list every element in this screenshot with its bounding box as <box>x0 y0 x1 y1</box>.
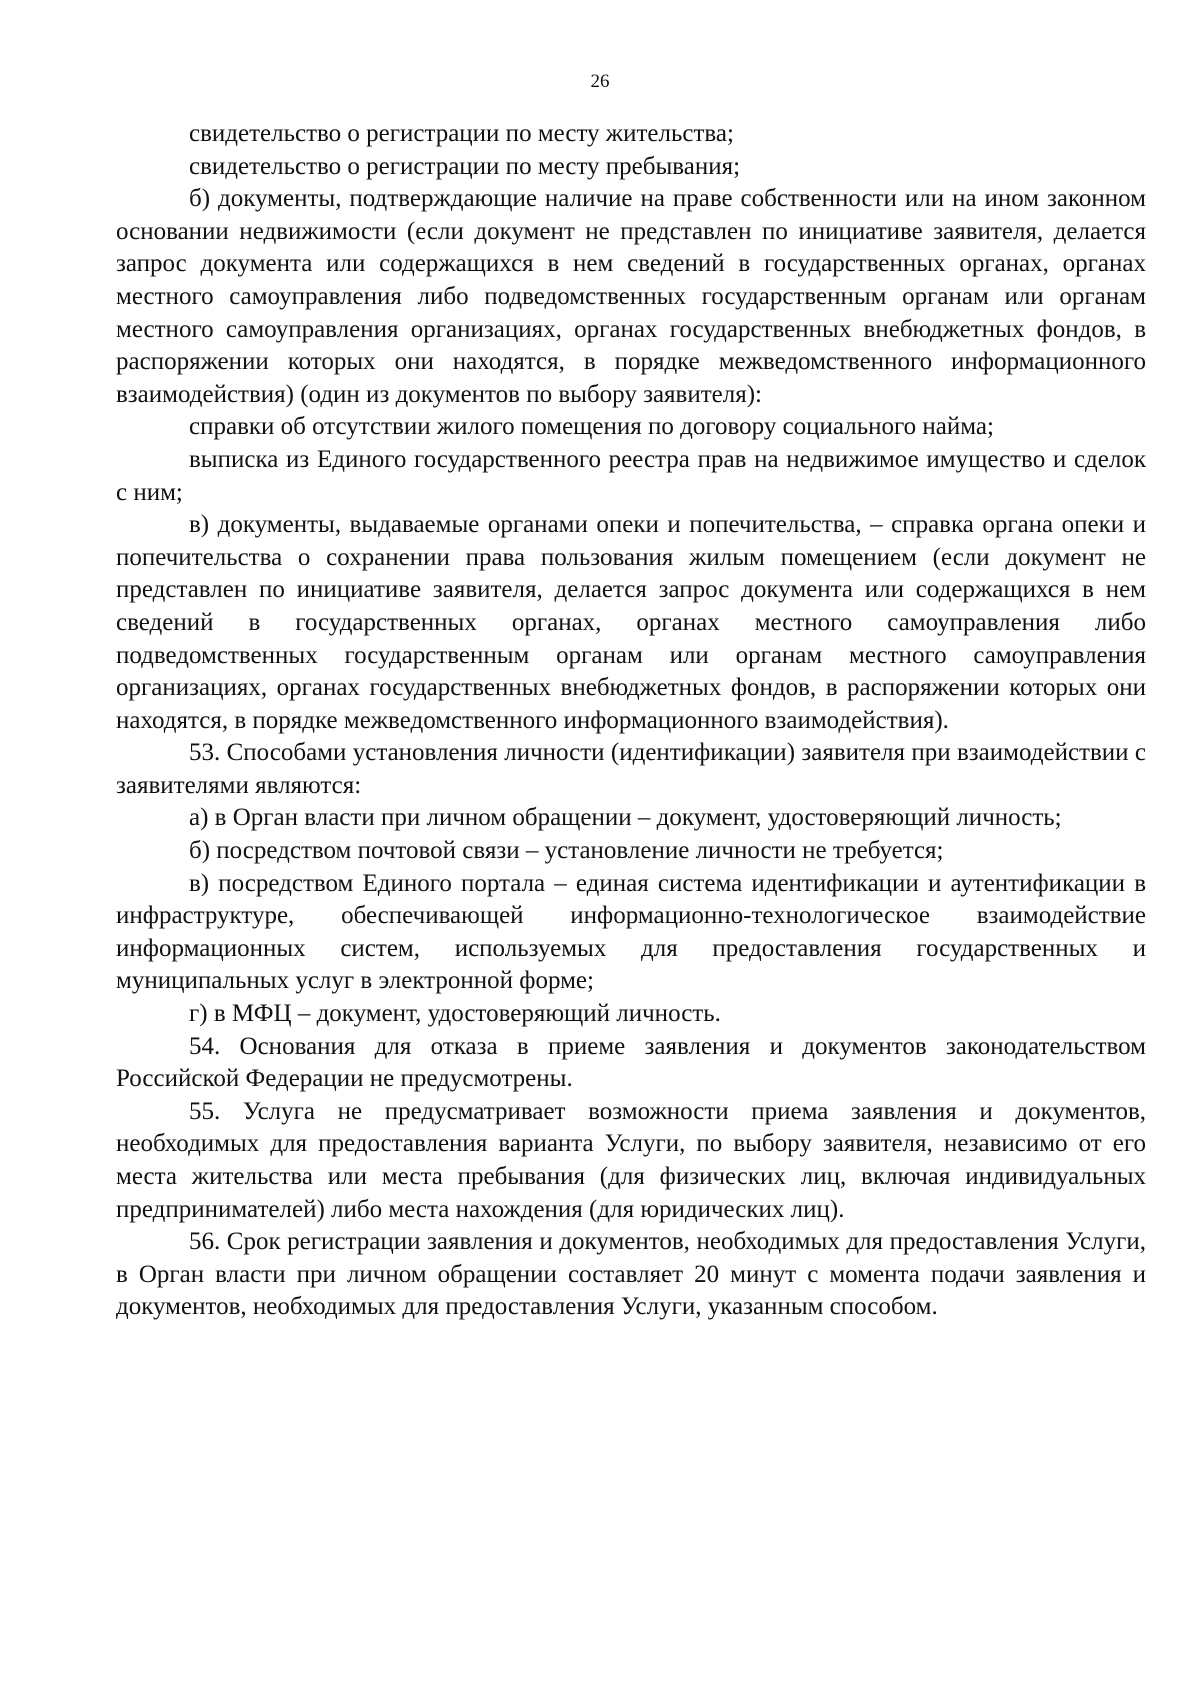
paragraph-54-refusal-grounds: 54. Основания для отказа в приеме заявления и документов законодательством Российской Федерации не предусмотрены. <box>116 1032 1146 1093</box>
paragraph-53-a-personal-visit: а) в Орган власти при личном обращении – документ, удостоверяющий личность; <box>189 804 1062 832</box>
paragraph-registration-residence: свидетельство о регистрации по месту жительства; <box>189 120 734 147</box>
paragraph-item-v-guardianship-documents: в) документы, выдаваемые органами опеки и попечительства, – справка органа опеки и попечительства о сохранении права пользования жилым помещением (если документ не представлен по инициативе заявителя, делается запрос документа или содержащихся в нем сведений в государственных органах, органах местного самоуправления либо подведомственных государственным органам или органам местного самоуправления организациях, органах государственных внебюджетных фондов, в распоряжении которых они находятся, в порядке межведомственного информационного взаимодействия). <box>116 511 1146 734</box>
paragraph-registry-extract: выписка из Единого государственного реестра прав на недвижимое имущество и сделок с ним; <box>116 445 1146 506</box>
paragraph-55-extraterritorial: 55. Услуга не предусматривает возможности приема заявления и документов, необходимых для предоставления варианта Услуги, по выбору заявителя, независимо от его места жительства или места пребывания (для физических лиц, включая индивидуальных предпринимателей) либо места нахождения (для юридических лиц). <box>116 1097 1146 1223</box>
paragraph-53-v-unified-portal: в) посредством Единого портала – единая система идентификации и аутентификации в инфраструктуре, обеспечивающей информационно-технологическое взаимодействие информационных систем, используемых для предоставления государственных и муниципальных услуг в электронной форме; <box>116 869 1146 995</box>
paragraph-registration-stay: свидетельство о регистрации по месту пребывания; <box>189 152 741 180</box>
paragraph-56-registration-term: 56. Срок регистрации заявления и документов, необходимых для предоставления Услуги, в Орган власти при личном обращении составляет 20 минут с момента подачи заявления и документов, необходимых для предоставления Услуги, указанным способом. <box>116 1228 1146 1321</box>
paragraph-certificate-no-housing: справки об отсутствии жилого помещения по договору социального найма; <box>189 413 994 441</box>
paragraph-53-b-postal: б) посредством почтовой связи – установление личности не требуется; <box>189 837 944 865</box>
page-number: 26 <box>590 71 610 92</box>
document-body <box>116 118 1146 1324</box>
paragraph-53-identification-methods: 53. Способами установления личности (идентификации) заявителя при взаимодействии с заявителями являются: <box>116 739 1146 799</box>
paragraph-53-g-mfc: г) в МФЦ – документ, удостоверяющий личность. <box>189 1000 721 1028</box>
paragraph-item-b-property-documents: б) документы, подтверждающие наличие на праве собственности или на ином законном основании недвижимости (если документ не представлен по инициативе заявителя, делается запрос документа или содержащихся в нем сведений в государственных органах, органах местного самоуправления либо подведомственных государственным органам или органам местного самоуправления организациях, органах государственных внебюджетных фондов, в распоряжении которых они находятся, в порядке межведомственного информационного взаимодействия) (один из документов по выбору заявителя): <box>116 185 1146 408</box>
